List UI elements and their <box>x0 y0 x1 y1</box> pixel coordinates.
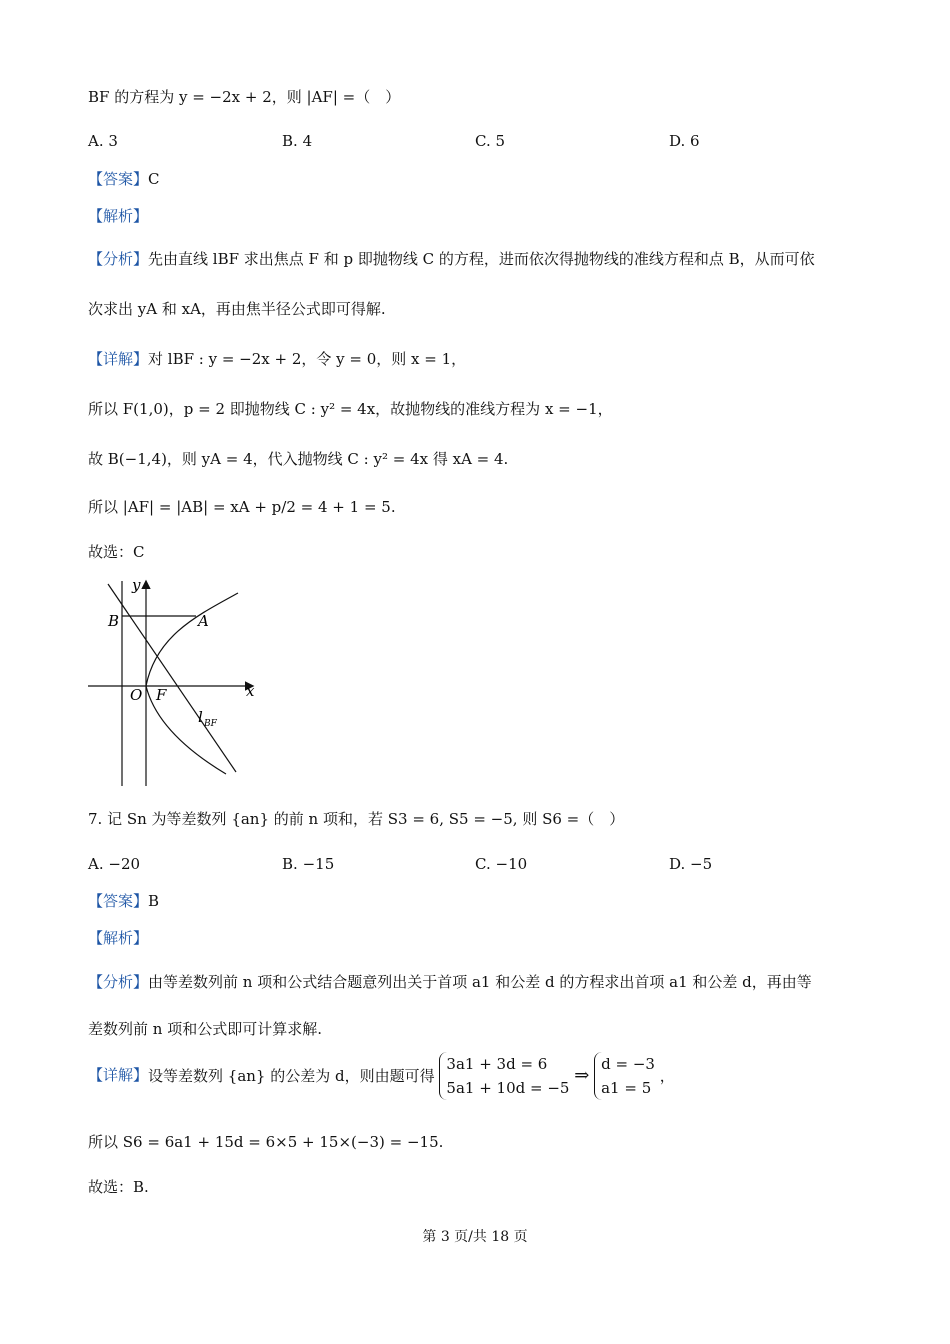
q6-fenxi-line2: 次求出 yA 和 xA，再由焦半径公式即可得解. <box>88 300 386 318</box>
parabola-figure <box>86 576 266 788</box>
system-right: d = −3 a1 = 5 <box>594 1052 655 1100</box>
q7-detail-line2: 所以 S6 = 6a1 + 15d = 6×5 + 15×(−3) = −15. <box>88 1133 444 1151</box>
q6-detail-line2: 所以 F(1,0)，p = 2 即抛物线 C : y² = 4x，故抛物线的准线方程为 x = −1， <box>88 400 613 418</box>
q6-option-b: B. 4 <box>282 132 313 150</box>
q6-conclusion: 故选：C <box>88 543 145 561</box>
q7-option-b: B. −15 <box>282 855 335 873</box>
q7-stem: 7. 记 Sn 为等差数列 {an} 的前 n 项和，若 S3 = 6, S5 = −5, 则 S6 =（ ） <box>88 810 625 828</box>
q7-detail-system: 【详解】设等差数列 {an} 的公差为 d，则由题可得 3a1 + 3d = 6 5a1 + 10d = −5 ⇒ d = −3 a1 = 5 ， <box>88 1052 675 1100</box>
label-x: x <box>246 682 255 700</box>
q7-option-a: A. −20 <box>88 855 141 873</box>
q7-option-d: D. −5 <box>669 855 713 873</box>
q6-option-d: D. 6 <box>669 132 700 150</box>
q6-detail-line4: 所以 |AF| = |AB| = xA + p/2 = 4 + 1 = 5. <box>88 498 396 516</box>
parabola-curve <box>146 593 238 774</box>
q6-detail-line1: 【详解】对 lBF : y = −2x + 2，令 y = 0，则 x = 1， <box>88 350 467 368</box>
label-a: A <box>198 612 209 630</box>
label-o: O <box>130 686 143 704</box>
q6-fenxi-line1: 【分析】先由直线 lBF 求出焦点 F 和 p 即抛物线 C 的方程，进而依次得抛物线的准线方程和点 B，从而可依 <box>88 250 815 268</box>
label-l: l <box>198 708 203 726</box>
system-left: 3a1 + 3d = 6 5a1 + 10d = −5 <box>439 1052 569 1100</box>
q6-answer: 【答案】C <box>88 170 160 188</box>
q7-option-c: C. −10 <box>475 855 528 873</box>
q6-analysis-tag: 【解析】 <box>88 207 149 225</box>
implies-arrow: ⇒ <box>574 1065 590 1087</box>
q6-detail-line3: 故 B(−1,4)，则 yA = 4，代入抛物线 C : y² = 4x 得 xA = 4. <box>88 450 509 468</box>
q6-option-a: A. 3 <box>88 132 118 150</box>
label-b: B <box>108 612 120 630</box>
q6-stem-tail: BF 的方程为 y = −2x + 2，则 |AF| =（ ） <box>88 88 401 106</box>
q7-analysis-tag: 【解析】 <box>88 929 149 947</box>
q6-option-c: C. 5 <box>475 132 506 150</box>
q7-fenxi-line1: 【分析】由等差数列前 n 项和公式结合题意列出关于首项 a1 和公差 d 的方程求出首项 a1 和公差 d，再由等 <box>88 973 812 991</box>
page-footer: 第 3 页/共 18 页 <box>422 1229 528 1245</box>
q7-conclusion: 故选：B. <box>88 1178 149 1196</box>
line-bf <box>108 584 236 772</box>
q7-fenxi-line2: 差数列前 n 项和公式即可计算求解. <box>88 1020 322 1038</box>
label-l-sub: BF <box>204 719 217 729</box>
label-f: F <box>156 686 167 704</box>
q7-answer: 【答案】B <box>88 892 160 910</box>
label-y: y <box>132 576 141 594</box>
